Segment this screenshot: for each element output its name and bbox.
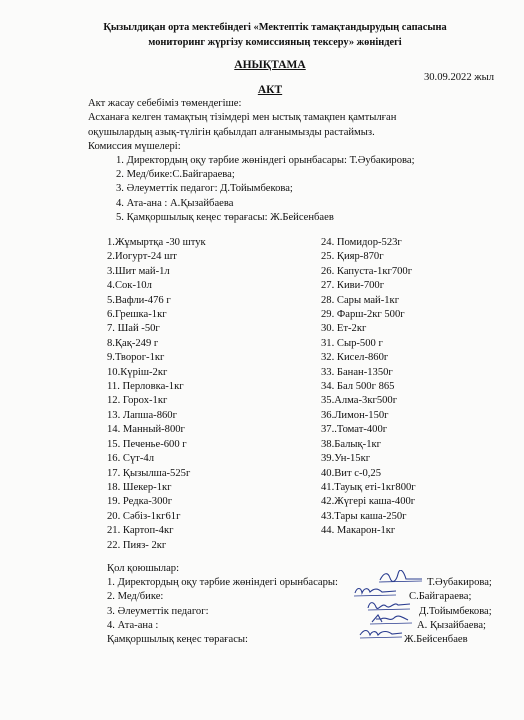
signature-row bbox=[107, 590, 517, 604]
signature-scribble-icon bbox=[378, 570, 424, 584]
intro-line: Комиссия мүшелері: bbox=[88, 141, 181, 153]
product-item: 34. Бал 500г 865 bbox=[321, 381, 395, 393]
product-item: 33. Банан-1350г bbox=[321, 366, 393, 378]
product-item: 2.Иогурт-24 шт bbox=[107, 251, 177, 263]
product-item: 41.Тауық еті-1кг800г bbox=[321, 481, 416, 493]
signature-name: Д.Тойымбекова; bbox=[419, 605, 492, 617]
product-item: 37..Томат-400г bbox=[321, 424, 388, 436]
product-item: 38.Балық-1кг bbox=[321, 438, 381, 450]
signature-scribble-icon bbox=[368, 612, 414, 626]
product-item: 12. Горох-1кг bbox=[107, 395, 168, 407]
product-item: 22. Пияз- 2кг bbox=[107, 539, 167, 551]
product-item: 18. Шекер-1кг bbox=[107, 481, 172, 493]
products-list-right bbox=[321, 236, 416, 539]
product-item: 19. Редка-300г bbox=[107, 496, 173, 508]
signature-role: 3. Әлеуметтік педагог: bbox=[107, 605, 209, 617]
product-item: 24. Помидор-523г bbox=[321, 237, 402, 248]
signature-scribble-icon bbox=[358, 626, 404, 640]
heading-akt: АКТ bbox=[257, 84, 283, 96]
signature-row bbox=[107, 633, 517, 647]
member-item: 1. Директордың оқу тәрбие жөніндегі орынбасары: Т.Әубакирова; bbox=[116, 155, 415, 166]
signature-name: С.Байгараева; bbox=[409, 591, 472, 603]
commission-members-list bbox=[116, 154, 415, 225]
title-line-1: Қызылдиқан орта мектебіндегі «Мектептік тамақтандырудың сапасына bbox=[103, 22, 447, 33]
product-item: 30. Ет-2кг bbox=[321, 323, 367, 335]
product-item: 42.Жүгері каша-400г bbox=[321, 496, 416, 508]
product-item: 1.Жұмыртқа -30 штук bbox=[107, 237, 206, 248]
product-item: 39.Ун-15кг bbox=[321, 453, 371, 465]
product-item: 36.Лимон-150г bbox=[321, 409, 389, 421]
product-item: 8.Қақ-249 г bbox=[107, 337, 159, 349]
product-item: 17. Қызылша-525г bbox=[107, 467, 191, 479]
signature-scribble-icon bbox=[366, 598, 412, 612]
member-item: 2. Мед/бике:С.Байгараева; bbox=[116, 169, 235, 181]
member-item: 3. Әлеуметтік педагог: Д.Тойымбекова; bbox=[116, 183, 293, 195]
intro-line: Акт жасау себебіміз төмендегіше: bbox=[88, 98, 242, 109]
signature-role: Қамқоршылық кеңес төрағасы: bbox=[107, 633, 248, 645]
product-item: 4.Сок-10л bbox=[107, 280, 152, 292]
product-item: 14. Манный-800г bbox=[107, 424, 185, 436]
signature-name: Ж.Бейсенбаев bbox=[404, 633, 468, 645]
heading-spravka: АНЫҚТАМА bbox=[234, 59, 306, 71]
products-list-left bbox=[107, 236, 206, 553]
product-item: 40.Вит с-0,25 bbox=[321, 467, 382, 479]
product-item: 7. Шай -50г bbox=[107, 323, 160, 335]
signatures-heading: Қол қоюшылар: bbox=[107, 563, 180, 574]
product-item: 44. Макарон-1кг bbox=[321, 525, 396, 537]
product-item: 21. Картоп-4кг bbox=[107, 525, 174, 537]
product-item: 13. Лапша-860г bbox=[107, 409, 177, 421]
signature-role: 2. Мед/бике: bbox=[107, 591, 164, 603]
signature-row bbox=[107, 605, 517, 619]
member-item: 4. Ата-ана : А.Қызайбаева bbox=[116, 197, 234, 209]
signatures-block bbox=[107, 562, 517, 647]
signature-name: Т.Әубакирова; bbox=[427, 577, 492, 589]
product-item: 20. Сәбіз-1кг61г bbox=[107, 510, 181, 522]
product-item: 35.Алма-3кг500г bbox=[321, 395, 398, 407]
signature-row bbox=[107, 619, 517, 633]
product-item: 15. Печенье-600 г bbox=[107, 438, 187, 450]
product-item: 28. Сары май-1кг bbox=[321, 294, 400, 306]
product-item: 43.Тары каша-250г bbox=[321, 510, 407, 522]
document-date: 30.09.2022 жыл bbox=[423, 72, 494, 83]
product-item: 5.Вафли-476 г bbox=[107, 294, 171, 306]
signature-role: 1. Директордың оқу тәрбие жөніндегі орынбасары: bbox=[107, 577, 338, 589]
product-item: 27. Киви-700г bbox=[321, 280, 385, 292]
product-item: 3.Шит май-1л bbox=[107, 265, 170, 277]
signature-row bbox=[107, 576, 517, 590]
signature-name: А. Қызайбаева; bbox=[417, 619, 486, 631]
product-item: 26. Капуста-1кг700г bbox=[321, 265, 413, 277]
signature-scribble-icon bbox=[352, 584, 398, 598]
title-line-2: мониторинг жүргізу комиссияның тексеру» жөніндегі bbox=[148, 37, 402, 48]
product-item: 32. Кисел-860г bbox=[321, 352, 389, 364]
product-item: 31. Сыр-500 г bbox=[321, 337, 383, 349]
document-title bbox=[40, 20, 510, 50]
product-item: 16. Сүт-4л bbox=[107, 453, 154, 465]
product-item: 25. Қияр-870г bbox=[321, 251, 384, 263]
intro-line: Асханаға келген тамақтың тізімдері мен ыстық тамақпен қамтылған bbox=[88, 112, 397, 124]
product-item: 10.Күріш-2кг bbox=[107, 366, 168, 378]
product-item: 29. Фарш-2кг 500г bbox=[321, 309, 405, 321]
intro-paragraph bbox=[88, 97, 508, 155]
intro-line: оқушылардың азық-түлігін қабылдап алғанымызды растаймыз. bbox=[88, 126, 375, 138]
signature-role: 4. Ата-ана : bbox=[107, 619, 159, 631]
member-item: 5. Қамқоршылық кеңес төрағасы: Ж.Бейсенбаев bbox=[116, 211, 334, 223]
product-item: 11. Перловка-1кг bbox=[107, 381, 184, 393]
product-item: 6.Грешка-1кг bbox=[107, 309, 167, 321]
product-item: 9.Творог-1кг bbox=[107, 352, 165, 364]
